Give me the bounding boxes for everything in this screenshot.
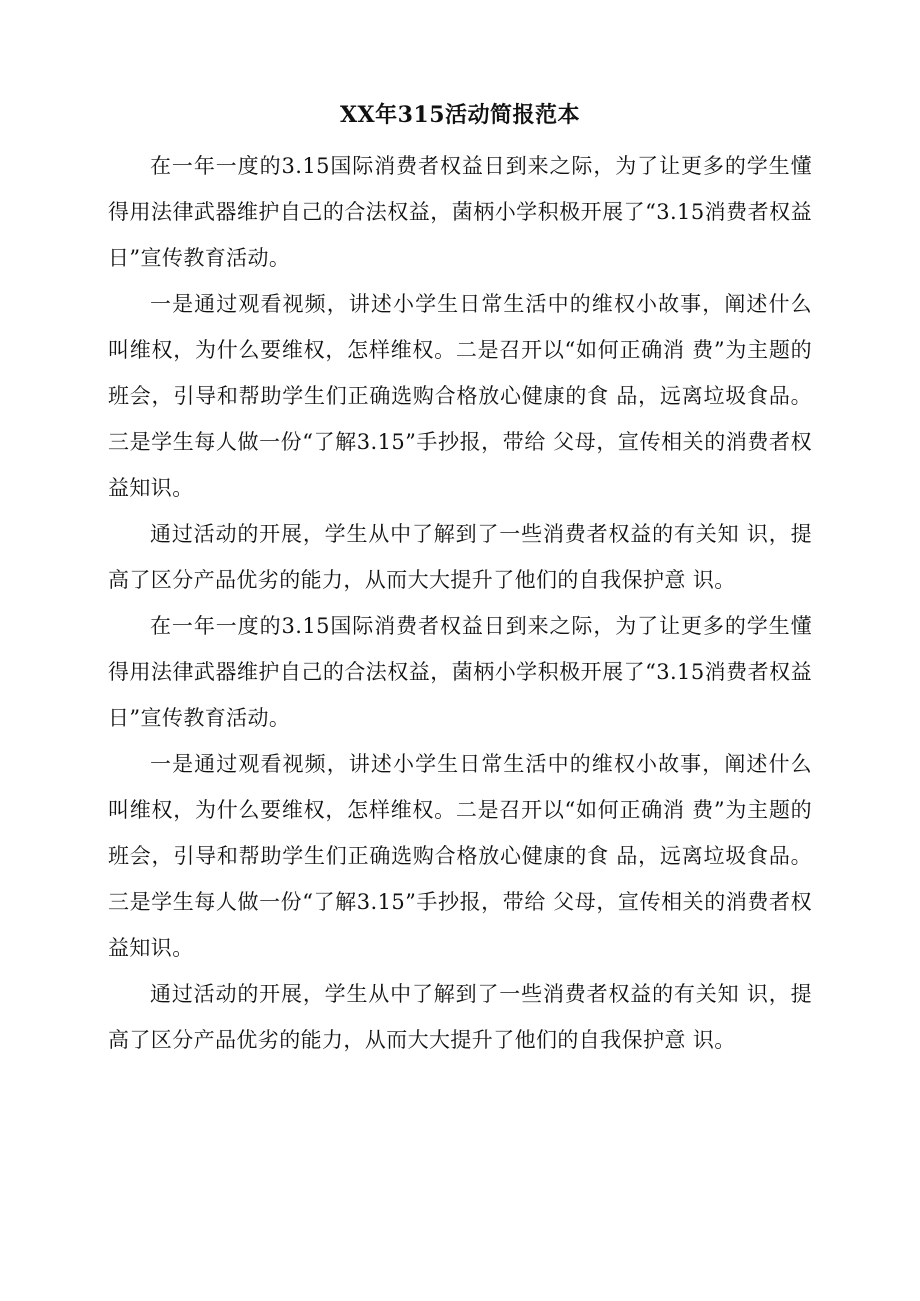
paragraph-results-repeat: 通过活动的开展，学生从中了解到了一些消费者权益的有关知 识，提高了区分产品优劣的能力，从而大大提升了他们的自我保护意 识。 xyxy=(108,982,812,1052)
paragraph-intro: 在一年一度的3.15国际消费者权益日到来之际，为了让更多的学生懂得用法律武器维护自己的合法权益，菌柄小学积极开展了“3.15消费者权益日”宣传教育活动。 xyxy=(108,154,812,270)
document-title: XX年315活动简报范本 xyxy=(339,102,581,128)
document-body xyxy=(108,143,812,1063)
paragraph-activities: 一是通过观看视频，讲述小学生日常生活中的维权小故事，阐述什么叫维权，为什么要维权，怎样维权。二是召开以“如何正确消 费”为主题的班会，引导和帮助学生们正确选购合格放心健康的食 品，远离垃圾食品。三是学生每人做一份“了解3.15”手抄报，带给 父母，宣传相关的消费者权益知识。 xyxy=(108,292,812,500)
paragraph-intro-repeat: 在一年一度的3.15国际消费者权益日到来之际，为了让更多的学生懂得用法律武器维护自己的合法权益，菌柄小学积极开展了“3.15消费者权益日”宣传教育活动。 xyxy=(108,614,812,730)
paragraph-activities-repeat: 一是通过观看视频，讲述小学生日常生活中的维权小故事，阐述什么叫维权，为什么要维权，怎样维权。二是召开以“如何正确消 费”为主题的班会，引导和帮助学生们正确选购合格放心健康的食 品，远离垃圾食品。三是学生每人做一份“了解3.15”手抄报，带给 父母，宣传相关的消费者权益知识。 xyxy=(108,752,812,960)
paragraph-results: 通过活动的开展，学生从中了解到了一些消费者权益的有关知 识，提高了区分产品优劣的能力，从而大大提升了他们的自我保护意 识。 xyxy=(108,522,812,592)
